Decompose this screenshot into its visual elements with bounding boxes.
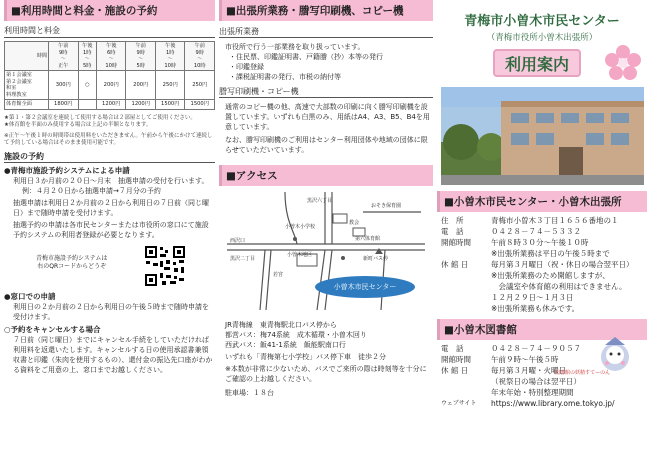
library-key [441, 376, 491, 387]
library-info-list [437, 343, 647, 409]
info-row [441, 303, 647, 314]
access-line: JR青梅線 東青梅駅北口バス停から [225, 321, 337, 329]
library-key [441, 387, 491, 398]
fees-subheading: 利用時間と料金 [4, 26, 60, 35]
library-key: ウェブサイト [441, 400, 477, 407]
info-key [441, 281, 491, 292]
online-reservation-title: ●青梅市施設予約システムによる申請 [4, 165, 130, 175]
mascot-caption: 図書館の妖精すてーのん [555, 370, 611, 376]
library-header: ■小曽木図書館 [437, 319, 647, 340]
access-map[interactable] [225, 192, 425, 310]
info-key [441, 292, 491, 303]
access-section-header: ■アクセス [219, 165, 433, 186]
map-label-river: 若宮 [273, 272, 284, 278]
access-line: いずれも「青梅第七小学校」バス停下車 徒歩２分 [225, 353, 386, 361]
fee-note: ※正午〜午後１時の時間帯は使用料をいただきません。午前から午後にかけて連続して予約している場合はそのまま使用可能です。 [4, 132, 213, 146]
map-label-district: 小曽木地区 [287, 252, 313, 258]
library-value: 午前９時～午後５時 [491, 355, 559, 364]
map-label-school: 小曽木小学校 [285, 224, 316, 230]
online-reservation-example: 例：４月２０日から抽選申請→７月分の予約 [22, 186, 161, 195]
info-value: 青梅市小曽木３丁目１６５６番地の１ [491, 216, 619, 225]
fee-cell [78, 100, 96, 110]
info-value: ※出張所業務も休みです。 [491, 304, 580, 313]
info-row [441, 270, 647, 281]
info-value: ※出張所業務のため開館しますが、 [491, 271, 610, 280]
copy-machines-subheading: 謄写印刷機・コピー機 [219, 87, 299, 96]
library-row [441, 387, 647, 398]
library-value: （祝祭日の場合は翌平日） [491, 377, 581, 386]
fee-cell: ○ [78, 71, 96, 100]
online-reservation-text: 抽選予約の申請は各市民センターまたは市役所の窓口にて施設予約システムの利用者登録が必要となります。 [13, 220, 209, 239]
info-key [441, 303, 491, 314]
library-key: 電 話 [441, 344, 464, 353]
fee-note: ★体育館を半面のみ使用する場合は上記の半額となります。 [4, 122, 152, 128]
fee-cell: 200円 [96, 71, 126, 100]
map-label-busstop: 新町バス停 [363, 256, 389, 262]
info-key: 住 所 [441, 216, 464, 225]
guide-banner-label: 利用案内 [504, 54, 569, 74]
info-row [441, 281, 647, 292]
fee-col-header: 午前 9時 ～ 正午 [49, 42, 79, 71]
fee-room-label: 第１会議室 第２会議室 和室 料理教室 [5, 71, 49, 100]
library-key: 休 館 日 [441, 366, 469, 375]
fee-cell: 1200円 [96, 100, 126, 110]
fee-table [4, 41, 215, 110]
counter-reservation-text: 利用日の２か月前の２日から利用日の午後５時まで随時申請を受付けます。 [13, 302, 209, 321]
guide-banner [493, 49, 581, 77]
map-label-gym: 第六体育館 [355, 236, 381, 242]
info-row [441, 215, 647, 226]
center-location-label: 小曽木市民センター [333, 283, 397, 291]
fee-room-label: 体育館全面 [5, 100, 49, 110]
cancellation-text: ７日前（同じ曜日）までにキャンセル手続をしていただければ利用料を返還いたします。キャンセルする日の使用承認書兼領収書と印鑑（朱肉を使用するもの）、還付金の振込先口座がわかる資料をご用意の上、窓口までお越しください。 [13, 335, 213, 374]
info-row [441, 248, 647, 259]
fee-col-header: 午後 6時 ～ 10時 [96, 42, 126, 71]
branch-service-item: ・課税証明書の発行、市税の納付等 [229, 73, 341, 81]
services-access-column [219, 0, 433, 458]
fee-cell: 1800円 [49, 100, 79, 110]
info-value: ０４２８－７４－５３３２ [491, 227, 581, 236]
info-value: 毎月第３月曜日（祝・休日の場合翌平日） [491, 260, 634, 269]
library-value: ０４２８－７４－９０５７ [491, 344, 581, 353]
online-reservation-text: 利用日３か月前の２０日～月末 抽選申請の受付を行います。 [13, 176, 209, 185]
fee-cell: 1500円 [155, 100, 185, 110]
copy-machines-text: 通常のコピー機の他、高速で大部数の印刷に向く謄写印刷機を設置しています。いずれも白黒のみ、用紙はA4、A3、B5、B4を用意しています。 [225, 103, 430, 131]
center-location-bubble[interactable] [315, 276, 415, 298]
fee-col-header: 午後 1時 ～ 10時 [155, 42, 185, 71]
copy-machines-note: なお、謄写印刷機のご利用はセンター利用団体や地域の団体に限らせていただいています。 [225, 136, 428, 154]
fee-col-header: 午前 9時 ～ 10時 [185, 42, 215, 71]
center-info-list [437, 215, 647, 314]
access-line: 西武バス：飯41-1系統 飯能駅南口行 [225, 341, 346, 349]
info-key [441, 248, 491, 259]
qr-code-icon[interactable] [144, 245, 186, 287]
info-value: 会議室や体育館の利用はできません。 [491, 282, 627, 291]
flower-icon [603, 43, 643, 83]
library-value: 毎月第３月曜・火曜日 [491, 366, 566, 375]
map-label-church: 教会 [349, 220, 360, 226]
fees-reservation-column [4, 0, 215, 458]
fee-col-header: 午前 9時 ～ 5時 [126, 42, 156, 71]
qr-block [4, 243, 215, 291]
center-subtitle: （青梅市役所小曽木出張所） [486, 33, 598, 43]
reservation-heading: 施設の予約 [4, 151, 44, 161]
info-key: 休 館 日 [441, 260, 469, 269]
library-row [441, 398, 647, 409]
branch-services-intro: 市役所で行う一部業務を取り扱っています。 [225, 43, 365, 51]
online-reservation-text: 抽選申請は利用日２か月前の２日から利用日の７日前（同じ曜日）まで随時申請を受付けます。 [13, 198, 209, 217]
info-key [441, 270, 491, 281]
center-title: 青梅市小曽木市民センター [464, 14, 620, 29]
branch-services-subheading: 出張所業務 [219, 27, 259, 36]
services-section-header: ■出張所業務・謄写印刷機、コピー機 [219, 0, 433, 21]
fee-cell: 1500円 [185, 100, 215, 110]
branch-service-item: ・印鑑登録 [229, 63, 264, 71]
library-key: 開館時間 [441, 355, 471, 364]
qr-caption: 青梅市施設予約システムは 右のQRコードからどうぞ [36, 254, 108, 270]
center-info-header: ■小曽木市民センター・小曽木出張所 [437, 191, 647, 212]
fees-section-header: ■利用時間と料金・施設の予約 [4, 0, 215, 21]
info-value: 午前８時３０分～午後１０時 [491, 238, 589, 247]
map-label-kurosawa: 黒沢二丁目 [230, 256, 256, 262]
banner-area [437, 43, 647, 85]
building-photo [441, 87, 644, 185]
fee-cell: 250円 [185, 71, 215, 100]
parking-info: 駐車場：１８台 [225, 389, 274, 397]
info-row [441, 292, 647, 303]
access-note: ※本数が非常に少ないため、バスでご来所の際は時刻等を十分にご確認の上お越しください。 [225, 365, 427, 383]
info-row [441, 259, 647, 270]
map-label-west: 西沢口 [230, 238, 246, 244]
fee-cell: 200円 [126, 71, 156, 100]
info-key: 開館時間 [441, 238, 471, 247]
fee-col-header: 午後 1時 ～ 5時 [78, 42, 96, 71]
info-row [441, 237, 647, 248]
library-value: 年末年始・特別整理期間 [491, 388, 574, 397]
branch-service-item: ・住民票、印鑑証明書、戸籍謄（抄）本等の発行 [229, 53, 383, 61]
map-label-road: 黒沢六丁目 [307, 198, 333, 204]
fee-note: ★第１・第２会議室を連続して使用する場合は２部屋としてご使用ください。 [4, 114, 196, 121]
fee-cell: 300円 [49, 71, 79, 100]
fee-table-corner: 時間 [5, 42, 49, 71]
info-value: １２月２９日～１月３日 [491, 293, 574, 302]
info-value: ※出張所業務は平日の午後５時まで [491, 249, 610, 258]
counter-reservation-title: ●窓口での申請 [4, 291, 56, 301]
library-row [441, 376, 647, 387]
fee-cell: 250円 [155, 71, 185, 100]
library-website-link[interactable]: https://www.library.ome.tokyo.jp/ [491, 399, 615, 408]
cancellation-title: ○予約をキャンセルする場合 [4, 324, 101, 334]
info-row [441, 226, 647, 237]
fee-cell: 1200円 [126, 100, 156, 110]
info-key: 電 話 [441, 227, 464, 236]
access-line: 都営バス：梅74系統 成木循環・小曽木回り [225, 331, 367, 339]
map-label-nursery: おそき保育園 [371, 203, 402, 209]
center-info-column [437, 0, 647, 458]
